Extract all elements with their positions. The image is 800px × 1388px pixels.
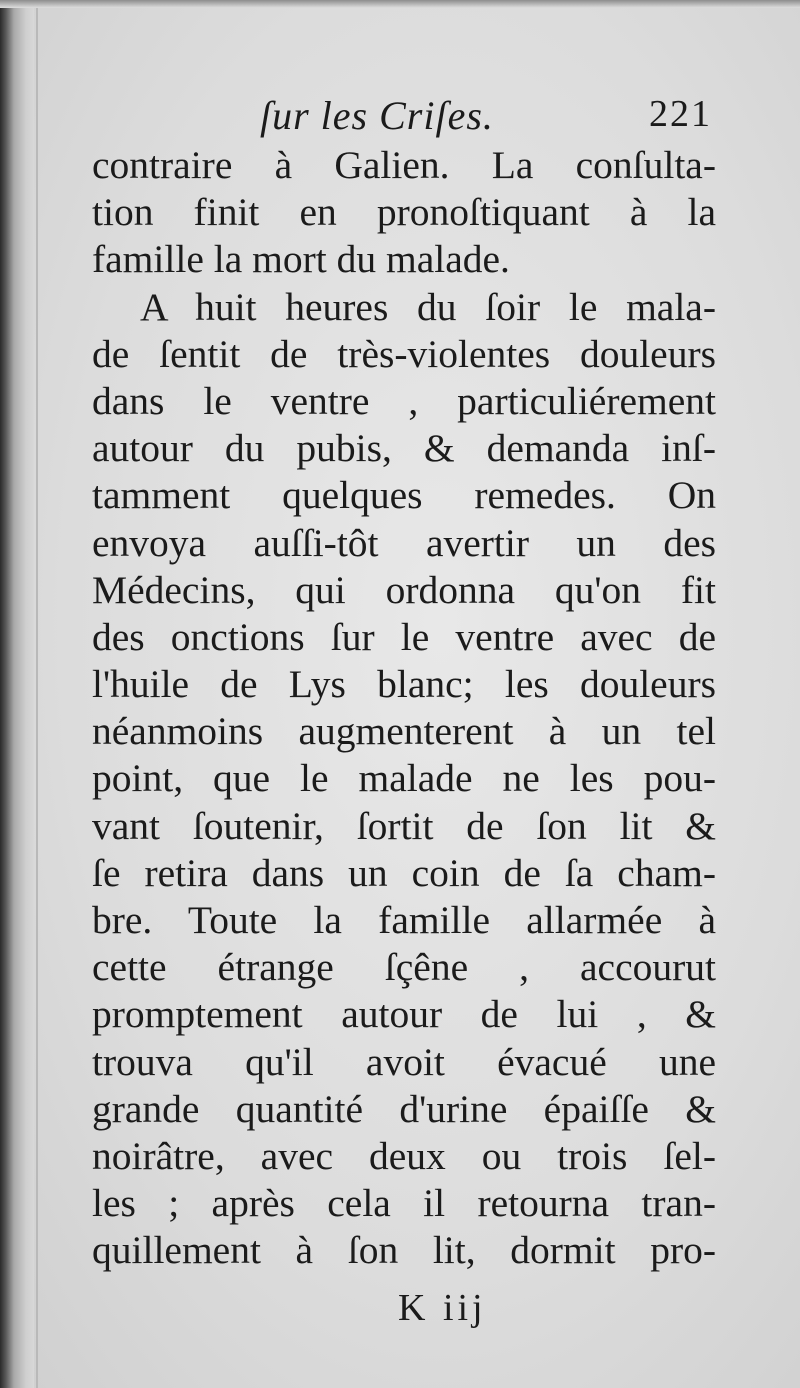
text-line: tamment quelques remedes. On: [92, 473, 716, 518]
book-gutter-shadow: [0, 0, 34, 1388]
page-number: 221: [649, 93, 712, 135]
signature-mark: K iij: [398, 1287, 487, 1329]
page-header: [92, 86, 716, 142]
text-line: cette étrange ſçêne , accourut: [92, 945, 716, 990]
running-title: ſur les Criſes.: [260, 93, 494, 138]
text-line: envoya auſſi-tôt avertir un des: [92, 520, 716, 565]
body-text: [92, 142, 716, 1275]
text-line: noirâtre, avec deux ou trois ſel-: [92, 1133, 716, 1178]
text-line: bre. Toute la famille allarmée à: [92, 898, 716, 942]
text-line: des onctions ſur le ventre avec de: [92, 614, 716, 659]
text-line: autour du pubis, & demanda inſ-: [92, 426, 716, 471]
gutter-edge-line: [36, 0, 38, 1388]
text-line: ſe retira dans un coin de ſa cham-: [92, 850, 716, 895]
text-line: A huit heures du ſoir le mala-: [140, 284, 716, 329]
text-line: vant ſoutenir, ſortit de ſon lit &: [92, 803, 716, 848]
text-line: l'huile de Lys blanc; les douleurs: [92, 662, 716, 707]
text-line: Médecins, qui ordonna qu'on fit: [92, 567, 716, 612]
text-line: grande quantité d'urine épaiſſe &: [92, 1086, 716, 1131]
text-line: point, que le malade ne les pou-: [92, 756, 716, 801]
text-line: famille la mort du malade.: [92, 237, 510, 282]
text-line: les ; après cela il retourna tran-: [92, 1181, 716, 1226]
text-line: quillement à ſon lit, dormit pro-: [92, 1228, 716, 1273]
book-page: [92, 86, 716, 1275]
text-line: néanmoins augmenterent à un tel: [92, 709, 716, 754]
text-line: de ſentit de très-violentes douleurs: [92, 331, 716, 376]
text-line: tion finit en pronoſtiquant à la: [92, 190, 716, 235]
text-line: contraire à Galien. La conſulta-: [92, 143, 716, 187]
text-line: trouva qu'il avoit évacué une: [92, 1039, 716, 1084]
top-edge-shadow: [0, 0, 800, 8]
text-line: dans le ventre , particuliérement: [92, 378, 716, 423]
text-line: promptement autour de lui , &: [92, 992, 716, 1037]
